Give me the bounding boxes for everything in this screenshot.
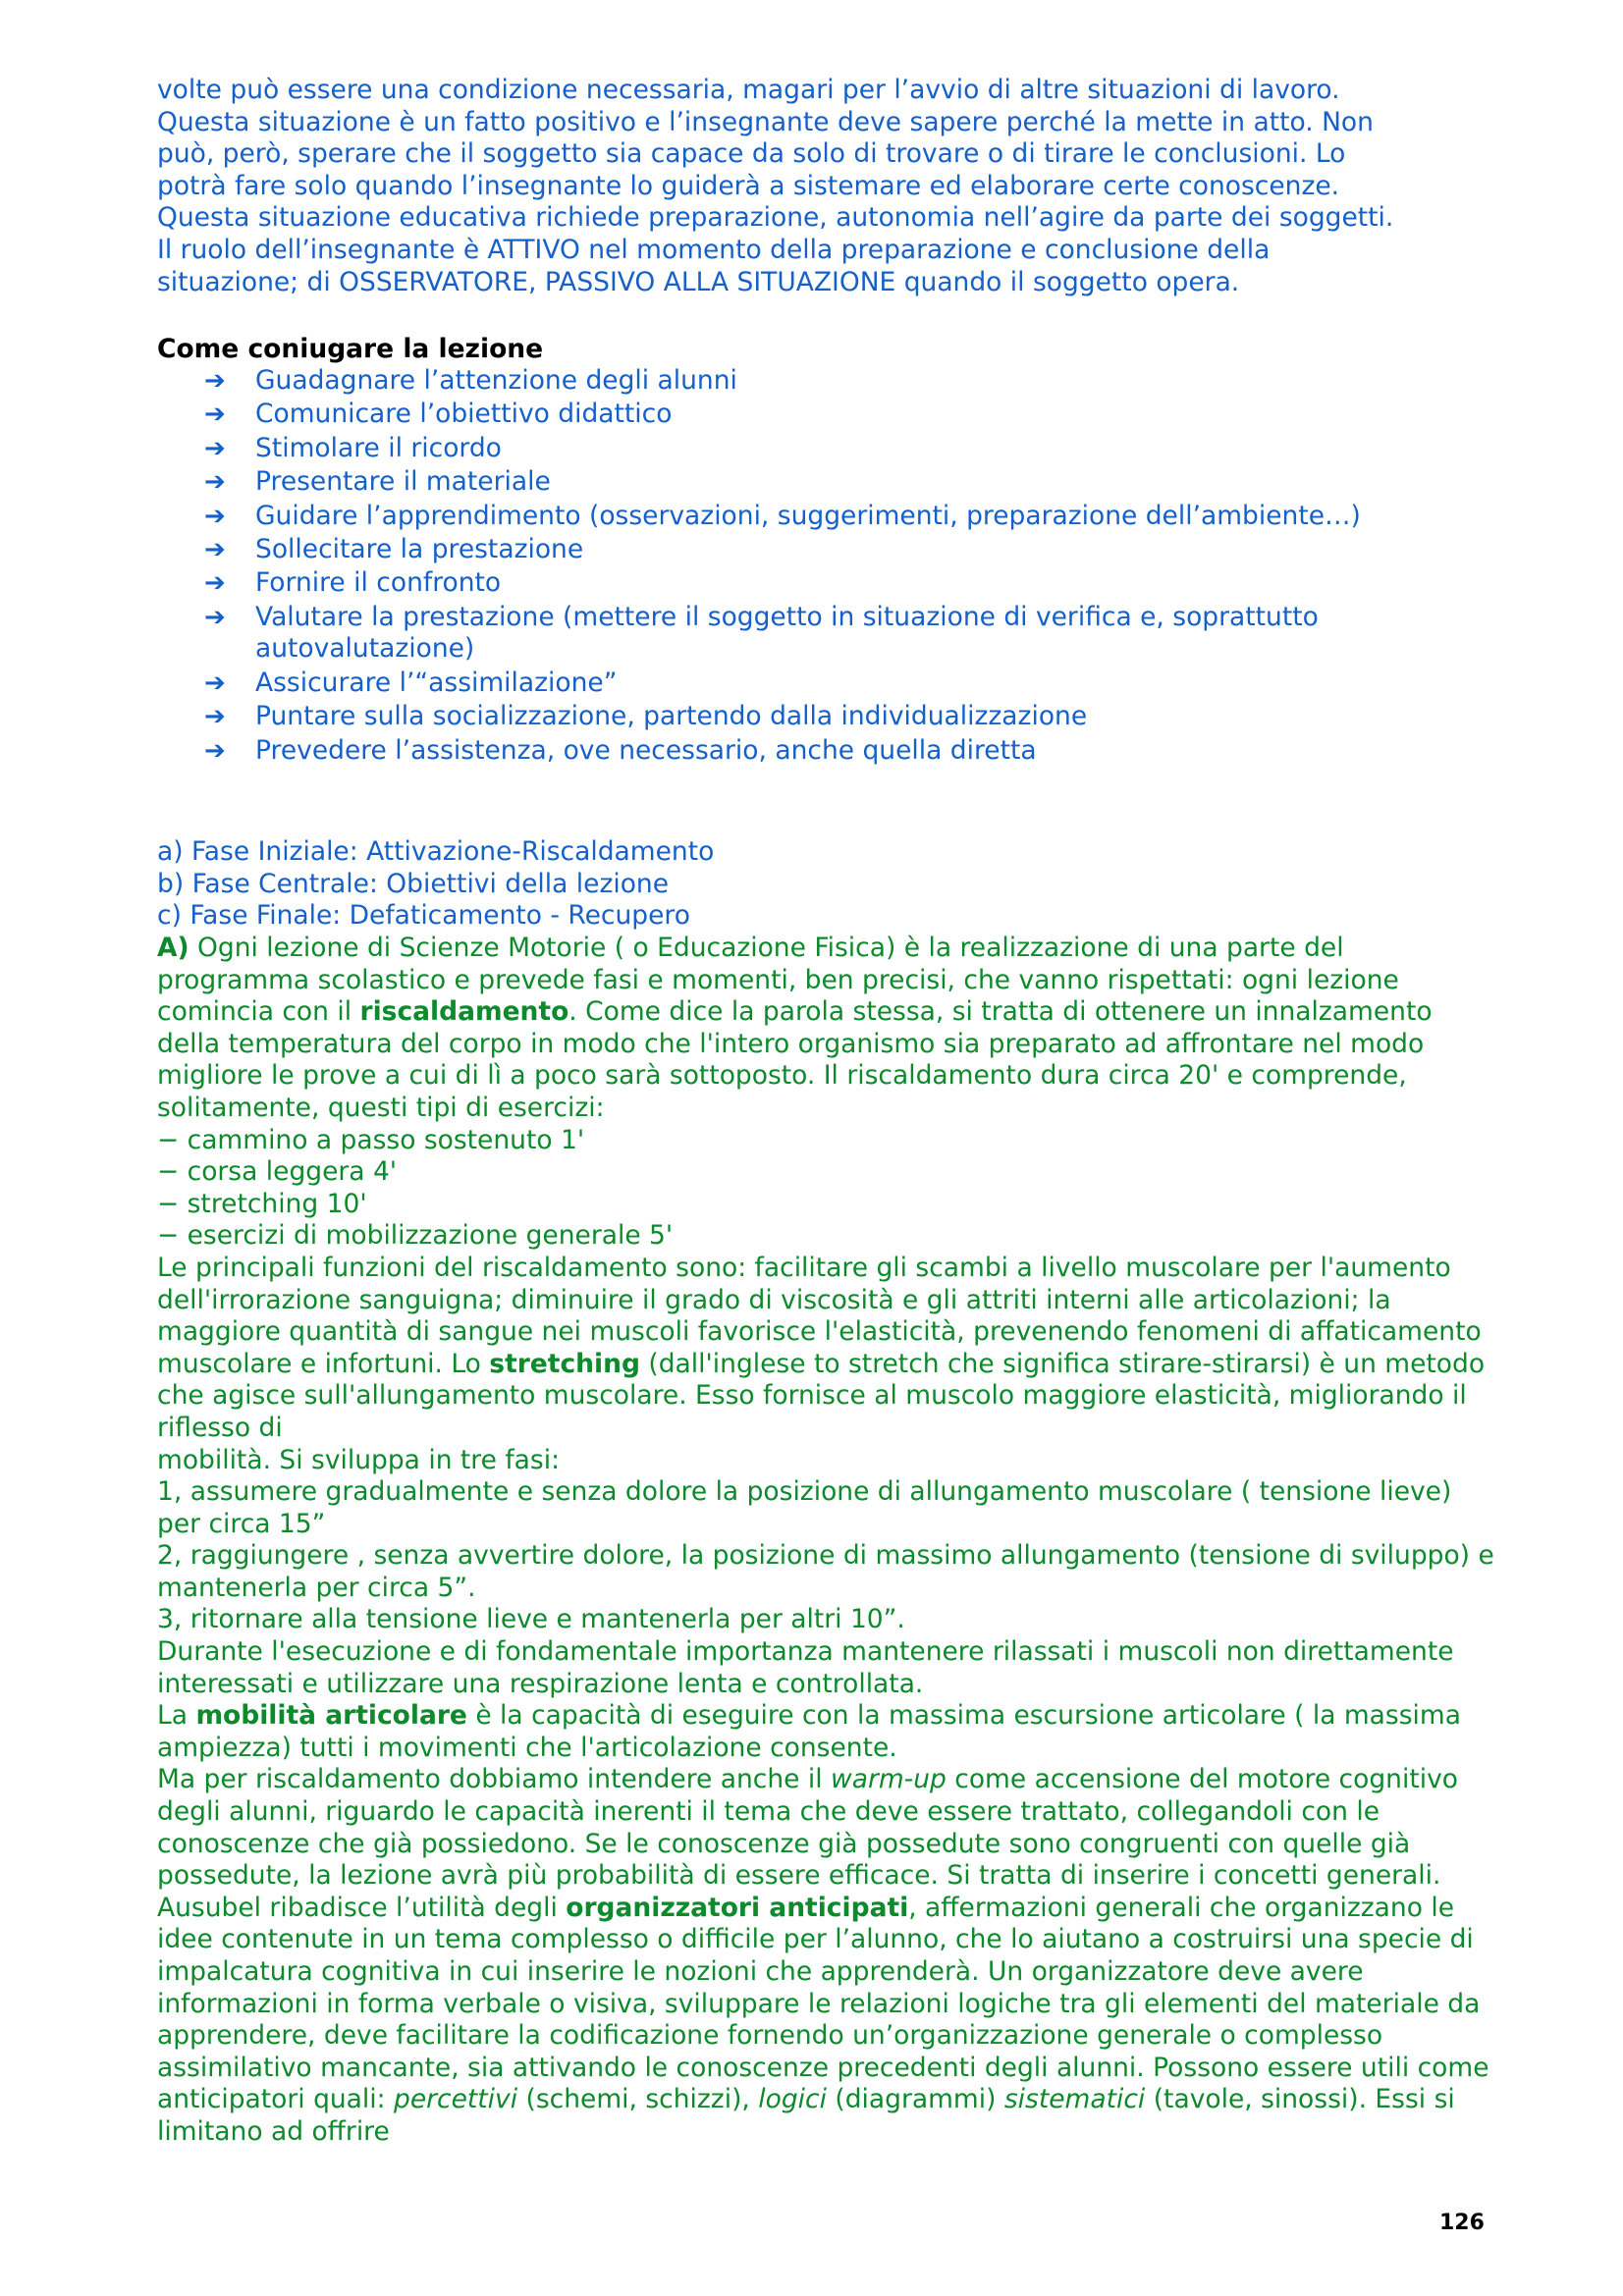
phase-line: a) Fase Iniziale: Attivazione-Riscaldamento bbox=[157, 836, 715, 867]
intro-line: Questa situazione educativa richiede preparazione, autonomia nell’agire da parte dei soggetti. bbox=[157, 202, 1394, 234]
list-item: ➔ Assicurare l’“assimilazione” bbox=[204, 667, 618, 698]
paragraph-warm-up-cognitive: Ma per riscaldamento dobbiamo intendere anche il warm-up come accensione del motore cognitivo degli alunni, riguardo le capacità inerenti il tema che deve essere trattato, collegandoli con le conoscenze che già possiedono. Se le conoscenze già possedute sono congruenti con quelle già possedute, la lezione avrà più probabilità di essere efficace. Si tratta di inserire i concetti generali. Ausubel ribadisce l’utilità degli organizzatori anticipati, affermazioni generali che organizzano le idee contenute in un tema complesso o difficile per l’alunno, che lo aiutano a costruirsi una specie di impalcatura cognitiva in cui inserire le nozioni che apprenderà. Un organizzatore deve avere informazioni in forma verbale o visiva, sviluppare le relazioni logiche tra gli elementi del materiale da apprendere, deve facilitare la codificazione fornendo un’organizzazione generale o complesso assimilativo mancante, sia attivando le conoscenze precedenti degli alunni. Possono essere utili come anticipatori quali: percettivi (schemi, schizzi), logici (diagrammi) sistematici (tavole, sinossi). Essi si limitano ad offrire bbox=[157, 1764, 1489, 2147]
body-text bbox=[157, 933, 1502, 2149]
intro-line: Questa situazione è un fatto positivo e l’insegnante deve sapere perché la mette in atto. Non bbox=[157, 106, 1374, 137]
paragraph-warmup: A) Ogni lezione di Scienze Motorie ( o Educazione Fisica) è la realizzazione di una parte del programma scolastico e prevede fasi e momenti, ben precisi, che vanno rispettati: ogni lezione comincia con il riscaldamento. Come dice la parola stessa, si tratta di ottenere un innalzamento della temperatura del corpo in modo che l'intero organismo sia preparato ad affrontare nel modo migliore le prove a cui di lì a poco sarà sottoposto. Il riscaldamento dura circa 20' e comprende, solitamente, questi tipi di esercizi: bbox=[157, 933, 1433, 1123]
exercise-item: − cammino a passo sostenuto 1' bbox=[157, 1124, 585, 1155]
arrow-icon: ➔ bbox=[204, 602, 226, 632]
paragraph-functions: Le principali funzioni del riscaldamento sono: facilitare gli scambi a livello muscolare per l'aumento dell'irrorazione sanguigna; diminuire il grado di viscosità e gli attriti interni alle articolazioni; la maggiore quantità di sangue nei muscoli favorisce l'elasticità, prevenendo fenomeni di affaticamento muscolare e infortuni. Lo stretching (dall'inglese to stretch che significa stirare-stirarsi) è un metodo che agisce sull'allungamento muscolare. Esso fornisce al muscolo maggiore elasticità, migliorando il riflesso di bbox=[157, 1252, 1486, 1443]
arrow-icon: ➔ bbox=[204, 366, 226, 396]
paragraph-mobility: La mobilità articolare è la capacità di eseguire con la massima escursione articolare ( la massima ampiezza) tutti i movimenti che l'articolazione consente. bbox=[157, 1700, 1461, 1763]
list-item: ➔ Guadagnare l’attenzione degli alunni bbox=[204, 365, 737, 396]
arrow-icon: ➔ bbox=[204, 702, 226, 732]
arrow-icon: ➔ bbox=[204, 433, 226, 463]
intro-line: volte può essere una condizione necessaria, magari per l’avvio di altre situazioni di lavoro. bbox=[157, 75, 1340, 105]
intro-line: Il ruolo dell’insegnante è ATTIVO nel momento della preparazione e conclusione della bbox=[157, 234, 1271, 265]
list-item: ➔ Guidare l’apprendimento (osservazioni, suggerimenti, preparazione dell’ambiente…) bbox=[204, 500, 1361, 531]
list-item: ➔ Puntare sulla socializzazione, partendo dalla individualizzazione bbox=[204, 701, 1088, 732]
arrow-icon: ➔ bbox=[204, 667, 226, 698]
phase-line: c) Fase Finale: Defaticamento - Recupero bbox=[157, 900, 690, 932]
arrow-icon: ➔ bbox=[204, 534, 226, 564]
arrow-icon: ➔ bbox=[204, 568, 226, 599]
phases-list bbox=[157, 836, 1502, 933]
page-number: 126 bbox=[1439, 2211, 1485, 2235]
arrow-icon: ➔ bbox=[204, 400, 226, 430]
list-item: ➔ Presentare il materiale bbox=[204, 466, 551, 498]
intro-paragraph bbox=[157, 75, 1502, 298]
list-item: ➔ Fornire il confronto bbox=[204, 567, 502, 599]
paragraph-phases-intro: mobilità. Si sviluppa in tre fasi: bbox=[157, 1444, 561, 1475]
section-heading: Come coniugare la lezione bbox=[157, 334, 544, 364]
arrow-icon: ➔ bbox=[204, 501, 226, 531]
exercise-item: − esercizi di mobilizzazione generale 5' bbox=[157, 1220, 674, 1252]
list-item: ➔ Sollecitare la prestazione bbox=[204, 533, 584, 564]
phase-line: b) Fase Centrale: Obiettivi della lezione bbox=[157, 868, 670, 899]
list-item: ➔ Valutare la prestazione (mettere il soggetto in situazione di verifica e, soprattutto autovalutazione) bbox=[204, 601, 1319, 665]
steps-list bbox=[157, 365, 1502, 769]
stretching-phase: 1, assumere gradualmente e senza dolore la posizione di allungamento muscolare ( tensione lieve) per circa 15” bbox=[157, 1476, 1452, 1539]
stretching-phase: 2, raggiungere , senza avvertire dolore, la posizione di massimo allungamento (tensione di sviluppo) e mantenerla per circa 5”. bbox=[157, 1540, 1494, 1603]
arrow-icon: ➔ bbox=[204, 735, 226, 766]
list-item: ➔ Prevedere l’assistenza, ove necessario, anche quella diretta bbox=[204, 734, 1037, 766]
arrow-icon: ➔ bbox=[204, 467, 226, 498]
exercise-item: − stretching 10' bbox=[157, 1188, 367, 1219]
intro-line: situazione; di OSSERVATORE, PASSIVO ALLA SITUAZIONE quando il soggetto opera. bbox=[157, 266, 1240, 297]
list-item: ➔ Comunicare l’obiettivo didattico bbox=[204, 399, 673, 430]
stretching-phase: 3, ritornare alla tensione lieve e mantenerla per altri 10”. bbox=[157, 1604, 905, 1635]
list-item: ➔ Stimolare il ricordo bbox=[204, 432, 502, 463]
paragraph-execution: Durante l'esecuzione e di fondamentale importanza mantenere rilassati i muscoli non direttamente interessati e utilizzare una respirazione lenta e controllata. bbox=[157, 1636, 1454, 1699]
exercise-item: − corsa leggera 4' bbox=[157, 1156, 398, 1188]
intro-line: potrà fare solo quando l’insegnante lo guiderà a sistemare ed elaborare certe conoscenze. bbox=[157, 170, 1340, 201]
intro-line: può, però, sperare che il soggetto sia capace da solo di trovare o di tirare le conclusioni. Lo bbox=[157, 138, 1346, 170]
